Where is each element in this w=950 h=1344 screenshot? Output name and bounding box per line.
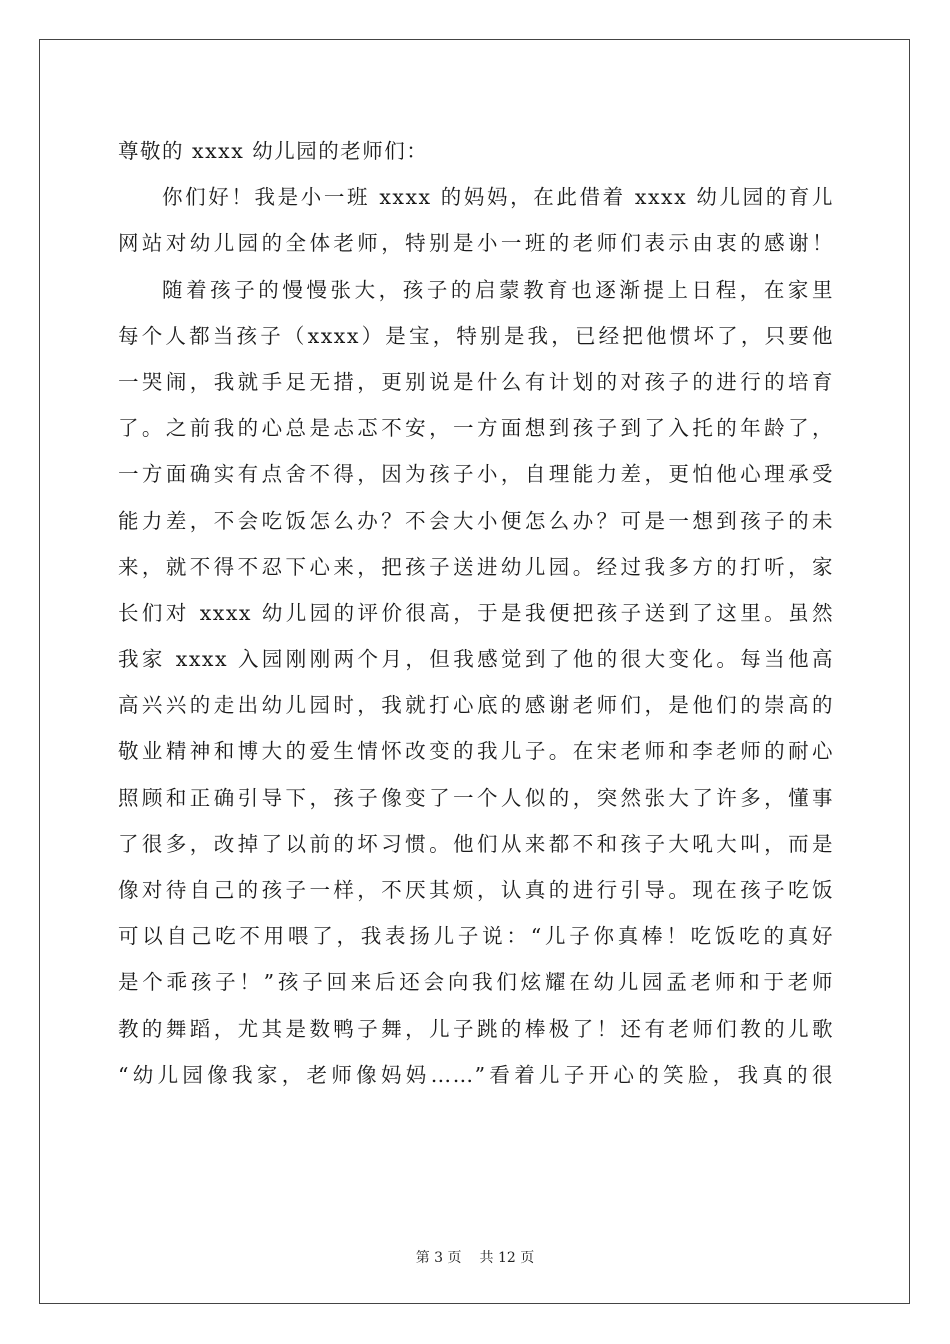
- paragraph-line: 能力差，不会吃饭怎么办？不会大小便怎么办？可是一想到孩子的未: [118, 508, 834, 533]
- paragraph-line: 教的舞蹈，尤其是数鸭子舞，儿子跳的棒极了！还有老师们教的儿歌: [118, 1016, 834, 1041]
- paragraph-line: 是个乖孩子！”孩子回来后还会向我们炫耀在幼儿园孟老师和于老师: [118, 970, 834, 995]
- paragraph-line: 高兴兴的走出幼儿园时，我就打心底的感谢老师们，是他们的崇高的: [118, 693, 834, 718]
- salutation: 尊敬的 xxxx 幼儿园的老师们：: [118, 139, 429, 163]
- paragraph-line: 像对待自己的孩子一样，不厌其烦，认真的进行引导。现在孩子吃饭: [118, 878, 834, 902]
- paragraph-line: 一哭闹，我就手足无措，更别说是什么有计划的对孩子的进行的培育: [118, 369, 834, 394]
- paragraph-line: “幼儿园像我家，老师像妈妈……”看着儿子开心的笑脸，我真的很: [118, 1062, 834, 1087]
- page-number: 第 3 页: [415, 1250, 462, 1266]
- paragraph-line: 了。之前我的心总是忐忑不安，一方面想到孩子到了入托的年龄了，: [118, 416, 834, 441]
- page-footer: [0, 1247, 950, 1267]
- paragraph-line: 随着孩子的慢慢张大，孩子的启蒙教育也逐渐提上日程，在家里: [162, 277, 834, 302]
- paragraph-line: 网站对幼儿园的全体老师，特别是小一班的老师们表示由衷的感谢！: [118, 231, 834, 256]
- paragraph-line: 一方面确实有点舍不得，因为孩子小，自理能力差，更怕他心理承受: [118, 462, 834, 487]
- paragraph-line: 敬业精神和博大的爱生情怀改变的我儿子。在宋老师和李老师的耐心: [118, 739, 834, 764]
- paragraph-line: 你们好！我是小一班 xxxx 的妈妈，在此借着 xxxx 幼儿园的育儿: [162, 185, 834, 210]
- paragraph-line: 每个人都当孩子（xxxx）是宝，特别是我，已经把他惯坏了，只要他: [118, 323, 834, 348]
- letter-body: [118, 128, 834, 1098]
- page-total: 共 12 页: [479, 1250, 535, 1266]
- paragraph-line: 可以自己吃不用喂了，我表扬儿子说：“儿子你真棒！吃饭吃的真好: [118, 924, 834, 949]
- paragraph-line: 照顾和正确引导下，孩子像变了一个人似的，突然张大了许多，懂事: [118, 785, 834, 810]
- paragraph-line: 我家 xxxx 入园刚刚两个月，但我感觉到了他的很大变化。每当他高: [118, 647, 834, 672]
- paragraph-line: 长们对 xxxx 幼儿园的评价很高，于是我便把孩子送到了这里。虽然: [118, 600, 834, 625]
- paragraph-line: 来，就不得不忍下心来，把孩子送进幼儿园。经过我多方的打听，家: [118, 554, 834, 579]
- paragraph-line: 了很多，改掉了以前的坏习惯。他们从来都不和孩子大吼大叫，而是: [118, 831, 834, 856]
